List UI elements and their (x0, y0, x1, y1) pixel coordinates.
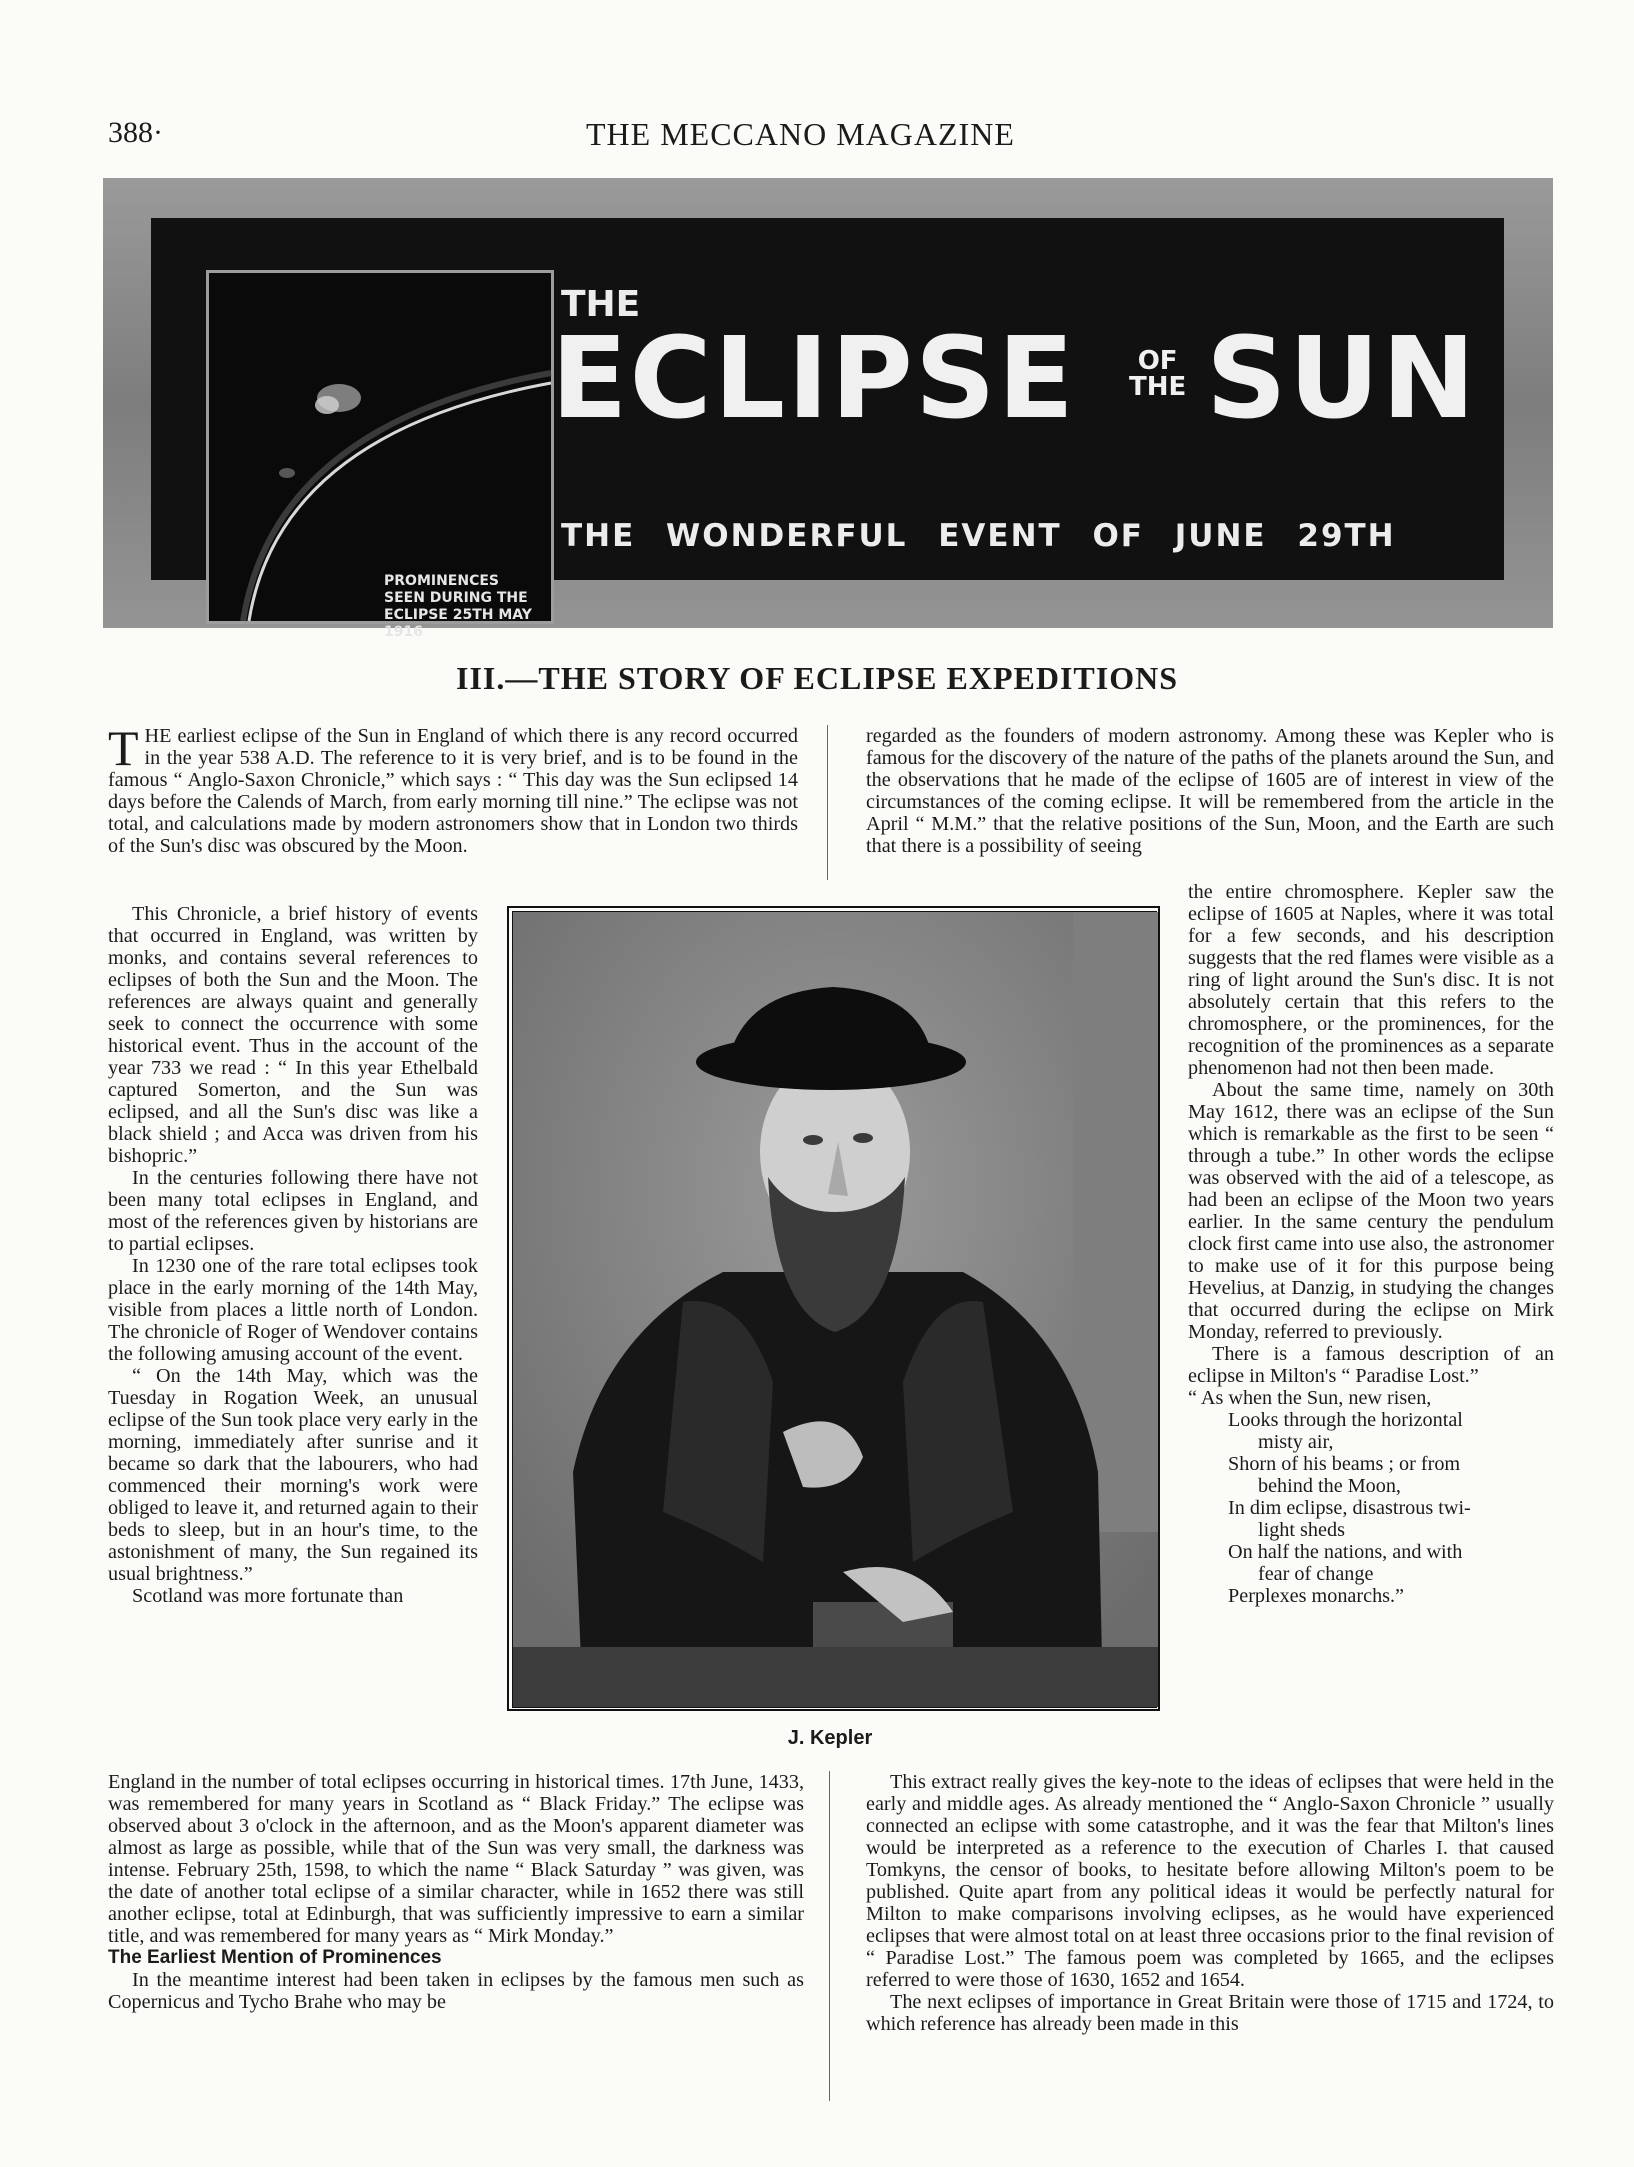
magazine-title: THE MECCANO MAGAZINE (586, 116, 1015, 152)
banner-of-the (1129, 348, 1186, 400)
photo-caption-line: PROMINENCES (384, 573, 500, 589)
kepler-portrait (507, 906, 1160, 1711)
paragraph (108, 720, 798, 857)
poem-line: Looks through the horizontal (1228, 1409, 1463, 1431)
portrait-image (512, 911, 1157, 1708)
paragraph: the entire chromosphere. Kepler saw the eclipse of 1605 at Naples, where it was total for a few seconds, and his description suggests that the red flames were visible as a ring of light around the Sun's disc. It is not absolutely certain that this refers to the chromosphere, or the prominences, for the recognition of the prominences as a separate phenomenon had not then been made. (1188, 881, 1554, 1079)
column-divider (827, 725, 828, 880)
paragraph: In the meantime interest had been taken in eclipses by the famous men such as Copernicus and Tycho Brahe who may be (108, 1969, 804, 2013)
milton-poem (1188, 1387, 1554, 1607)
banner-subtitle: THE WONDERFUL EVENT OF JUNE 29TH (561, 518, 1396, 554)
poem-line: behind the Moon, (1258, 1475, 1401, 1497)
paragraph: In 1230 one of the rare total eclipses took place in the early morning of the 14th May, visible from places a little north of London. The chronicle of Roger of Wendover contains the following amusing account of the event. (108, 1255, 478, 1365)
column-top-right (866, 725, 1554, 857)
column-right-narrow (1188, 881, 1554, 1607)
poem-line: light sheds (1258, 1519, 1345, 1541)
column-divider (829, 1771, 830, 2101)
poem-line: On half the nations, and with (1228, 1541, 1463, 1563)
sun-limb-image (209, 273, 551, 621)
prominences-photo (206, 270, 554, 640)
drop-cap: T (108, 720, 139, 776)
poem-line: misty air, (1258, 1431, 1334, 1453)
column-top-left (108, 720, 798, 857)
paragraph: This extract really gives the key-note to the ideas of eclipses that were held in the early and middle ages. As already mentioned the “ Anglo-Saxon Chronicle ” usually connected an eclipse with some catastrophe, and it was the fear that Milton's lines would be interpreted as a reference to the execution of Charles I. that caused Tomkyns, the censor of books, to hesitate before allowing Milton's poem to be published. Quite apart from any political ideas it would be perfectly natural for Milton to make comparisons involving eclipses, as he would have experienced eclipses that were almost total on at least three occasions prior to the final revision of “ Paradise Lost.” The famous poem was completed by 1665, and the eclipses referred to were those of 1630, 1652 and 1654. (866, 1771, 1554, 1991)
banner-the: THE (561, 284, 641, 325)
poem-line: Perplexes monarchs.” (1228, 1585, 1405, 1607)
photo-caption (384, 573, 551, 641)
paragraph: There is a famous description of an eclipse in Milton's “ Paradise Lost.” (1188, 1343, 1554, 1387)
banner-inner (151, 218, 1504, 640)
paragraph: The next eclipses of importance in Great Britain were those of 1715 and 1724, to which reference has already been made in this (866, 1991, 1554, 2035)
portrait-caption: J. Kepler (787, 1727, 873, 1749)
kepler-engraving (513, 912, 1158, 1707)
banner-of: OF (1137, 346, 1178, 376)
poem-line: fear of change (1258, 1563, 1374, 1585)
poem-line: Shorn of his beams ; or from (1228, 1453, 1461, 1475)
paragraph: “ On the 14th May, which was the Tuesday in Rogation Week, an unusual eclipse of the Sun took place very early in the morning, immediately after sunrise and it became so dark that the labourers, who had commenced their morning's work were obliged to leave it, and returned again to their beds to sleep, but in an hour's time, to the astonishment of many, the Sun regained its usual brightness.” (108, 1365, 478, 1585)
article-heading: III.—THE STORY OF ECLIPSE EXPEDITIONS (456, 660, 1178, 696)
banner-the-small: THE (1129, 372, 1187, 402)
poem-line: In dim eclipse, disastrous twi- (1228, 1497, 1471, 1519)
paragraph: regarded as the founders of modern astronomy. Among these was Kepler who is famous for the discovery of the nature of the paths of the planets around the Sun, and the observations that he made of the eclipse of 1605 are of interest in view of the circumstances of the coming eclipse. It will be remembered from the article in the April “ M.M.” that the relative positions of the Sun, Moon, and the Earth are such that there is a possibility of seeing (866, 725, 1554, 857)
paragraph-text: HE earliest eclipse of the Sun in England of which there is any record occurred in the year 538 A.D. The reference to it is very brief, and is to be found in the famous “ Anglo-Saxon Chronicle,” which says : “ This day was the Sun eclipsed 14 days before the Calends of March, from early morning till nine.” The eclipse was not total, and calculations made by modern astronomers show that in London two thirds of the Sun's disc was obscured by the Moon. (108, 725, 798, 857)
paragraph: About the same time, namely on 30th May 1612, there was an eclipse of the Sun which is remarkable as the first to be seen “ through a tube.” In other words the eclipse was observed with the aid of a telescope, as had been an eclipse of the Moon two years earlier. In the same century the pendulum clock first came into use also, the astronomer to make use of it for this purpose being Hevelius, at Danzig, in studying the changes that occurred during the eclipse on Mirk Monday, referred to previously. (1188, 1079, 1554, 1343)
subheading: The Earliest Mention of Prominences (108, 1947, 442, 1968)
photo-caption-line: ECLIPSE 25TH MAY 1916 (384, 607, 532, 640)
banner-eclipse: ECLIPSE (551, 314, 1076, 444)
title-banner (103, 178, 1553, 640)
column-bottom-right (866, 1771, 1554, 2035)
column-bottom-left (108, 1771, 804, 2013)
paragraph: England in the number of total eclipses occurring in historical times. 17th June, 1433, was remembered for many years in Scotland as “ Black Friday.” The eclipse was observed about 3 o'clock in the afternoon, and as the Moon's apparent diameter was almost as large as possible, while that of the Sun was very small, the darkness was intense. February 25th, 1598, to which the name “ Black Saturday ” was given, was the date of another total eclipse of a similar character, while in 1652 there was still another eclipse, total at Edinburgh, that was sufficiently impressive to earn a similar title, and was remembered for many years as “ Mirk Monday.” (108, 1771, 804, 1947)
paragraph: This Chronicle, a brief history of events that occurred in England, was written by monks, and contains several references to eclipses of both the Sun and the Moon. The references are always quaint and generally seek to connect the occurrence with some historical event. Thus in the account of the year 733 we read : “ In this year Ethelbald captured Somerton, and the Sun was eclipsed, and all the Sun's disc was like a black shield ; and Acca was driven from his bishopric.” (108, 903, 478, 1167)
poem-line: “ As when the Sun, new risen, (1188, 1387, 1432, 1409)
paragraph: Scotland was more fortunate than (132, 1585, 404, 1607)
page-number: 388· (108, 116, 163, 149)
paragraph: In the centuries following there have not been many total eclipses in England, and most of the references given by historians are to partial eclipses. (108, 1167, 478, 1255)
column-left-narrow (108, 903, 478, 1607)
banner-sun: SUN (1206, 314, 1478, 444)
photo-caption-line: SEEN DURING THE (384, 590, 528, 606)
